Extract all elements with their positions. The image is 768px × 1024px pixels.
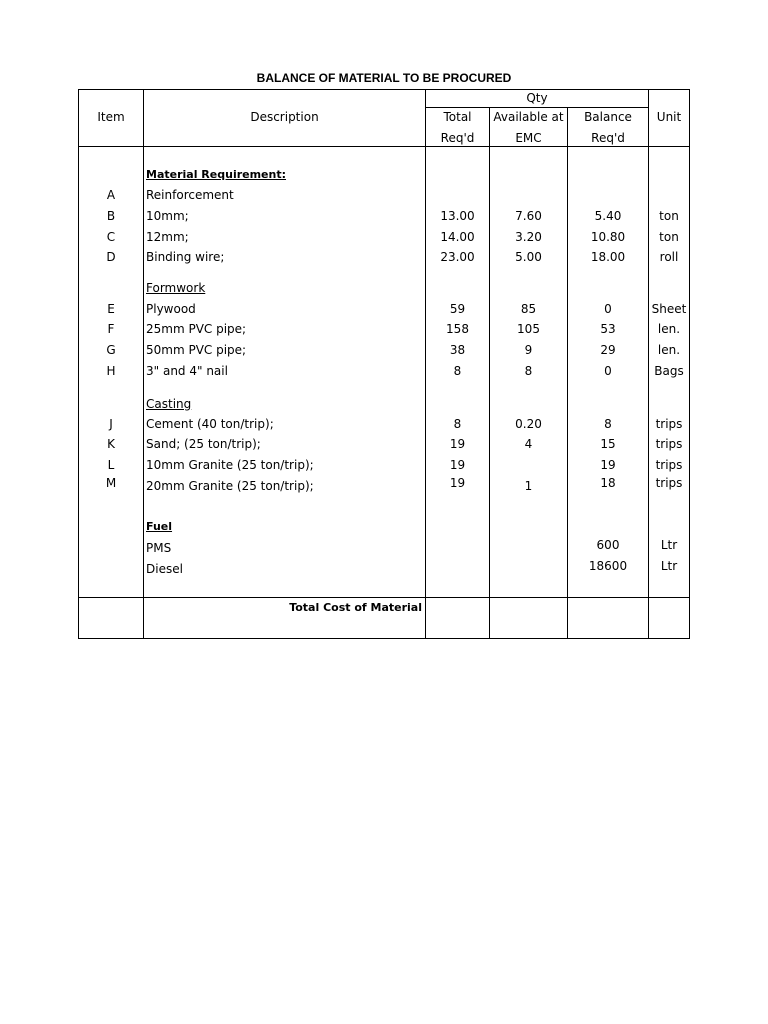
cell-avail: 5.00 (515, 250, 542, 264)
cell-item: F (107, 322, 115, 336)
header-item: Item (97, 110, 125, 124)
header-total-line2: Req'd (440, 131, 475, 145)
total-cost-label: Total Cost of Material (289, 601, 422, 614)
cell-unit: roll (659, 250, 679, 264)
cell-bal: 8 (604, 417, 612, 431)
cell-bal: 18 (600, 476, 616, 490)
cell-avail: 1 (524, 479, 533, 493)
cell-unit: trips (655, 476, 683, 490)
cell-total: 19 (449, 437, 466, 451)
cell-bal: 53 (600, 322, 616, 336)
cell-item: L (107, 458, 115, 472)
cell-avail: 4 (524, 437, 533, 451)
cell-total: 158 (446, 322, 469, 336)
cell-avail: 7.60 (515, 209, 542, 223)
header-qty: Qty (526, 91, 548, 105)
cell-unit: trips (655, 458, 683, 472)
cell-desc: Plywood (146, 302, 196, 316)
cell-bal: 600 (596, 538, 620, 552)
cell-total: 8 (453, 364, 462, 378)
cell-avail: 85 (520, 302, 537, 316)
cell-desc: Formwork (146, 281, 206, 295)
cell-avail: 105 (517, 322, 540, 336)
cell-item: E (107, 302, 115, 316)
cell-total: 19 (449, 458, 466, 472)
cell-item: H (106, 364, 116, 378)
qty-divider (425, 107, 648, 108)
cell-desc: Sand; (25 ton/trip); (146, 437, 261, 451)
table-border-bottom (78, 638, 690, 639)
header-total-line1: Total (443, 110, 472, 124)
cell-bal: 5.40 (594, 209, 622, 223)
cell-unit: ton (659, 209, 679, 223)
cell-desc: Binding wire; (146, 250, 225, 264)
header-available-line1: Available at (493, 110, 564, 124)
cell-avail: 3.20 (515, 230, 542, 244)
header-description: Description (250, 110, 319, 124)
cell-unit: Sheet (651, 302, 687, 316)
table-border-top (78, 89, 690, 90)
cell-item: B (106, 209, 116, 223)
cell-item: C (106, 230, 116, 244)
cell-desc: Material Requirement: (146, 168, 287, 181)
cell-desc: Casting (146, 397, 192, 411)
cell-desc: 20mm Granite (25 ton/trip); (146, 479, 314, 493)
cell-avail: 8 (524, 364, 533, 378)
footer-divider (78, 597, 690, 598)
header-divider (78, 146, 690, 147)
cell-unit: ton (659, 230, 679, 244)
cell-unit: trips (655, 437, 683, 451)
cell-desc: Fuel (146, 520, 173, 533)
cell-total: 23.00 (440, 250, 475, 264)
cell-bal: 10.80 (590, 230, 626, 244)
cell-desc: 10mm; (146, 209, 189, 223)
cell-desc: 10mm Granite (25 ton/trip); (146, 458, 314, 472)
cell-avail: 0.20 (515, 417, 542, 431)
page-title: BALANCE OF MATERIAL TO BE PROCURED (256, 71, 512, 85)
cell-total: 59 (449, 302, 466, 316)
cell-desc: Cement (40 ton/trip); (146, 417, 274, 431)
cell-item: A (106, 188, 116, 202)
header-available-line2: EMC (515, 131, 542, 145)
cell-desc: Diesel (146, 562, 183, 576)
cell-item: K (107, 437, 115, 451)
cell-desc: 12mm; (146, 230, 189, 244)
cell-unit: len. (657, 322, 681, 336)
cell-total: 8 (453, 417, 462, 431)
header-balance-line2: Req'd (591, 131, 625, 145)
cell-total: 19 (449, 476, 466, 490)
cell-unit: trips (655, 417, 683, 431)
cell-unit: len. (657, 343, 681, 357)
cell-bal: 18.00 (590, 250, 626, 264)
cell-total: 14.00 (440, 230, 475, 244)
table-border-right (689, 89, 690, 639)
cell-avail: 9 (524, 343, 533, 357)
cell-item: J (109, 417, 113, 431)
header-unit: Unit (656, 110, 682, 124)
cell-desc: Reinforcement (146, 188, 234, 202)
cell-item: M (105, 476, 117, 490)
cell-total: 13.00 (440, 209, 475, 223)
cell-desc: 25mm PVC pipe; (146, 322, 247, 336)
cell-item: G (106, 343, 116, 357)
cell-bal: 18600 (588, 559, 628, 573)
cell-bal: 0 (604, 364, 612, 378)
cell-unit: Ltr (660, 559, 678, 573)
cell-bal: 0 (604, 302, 612, 316)
cell-desc: PMS (146, 541, 172, 555)
cell-total: 38 (449, 343, 466, 357)
cell-item: D (106, 250, 116, 264)
cell-unit: Bags (654, 364, 684, 378)
col-divider-item (143, 89, 144, 639)
cell-bal: 29 (600, 343, 616, 357)
cell-desc: 50mm PVC pipe; (146, 343, 247, 357)
cell-bal: 15 (600, 437, 616, 451)
cell-bal: 19 (600, 458, 616, 472)
header-balance-line1: Balance (584, 110, 632, 124)
cell-unit: Ltr (660, 538, 678, 552)
cell-desc: 3" and 4" nail (146, 364, 228, 378)
